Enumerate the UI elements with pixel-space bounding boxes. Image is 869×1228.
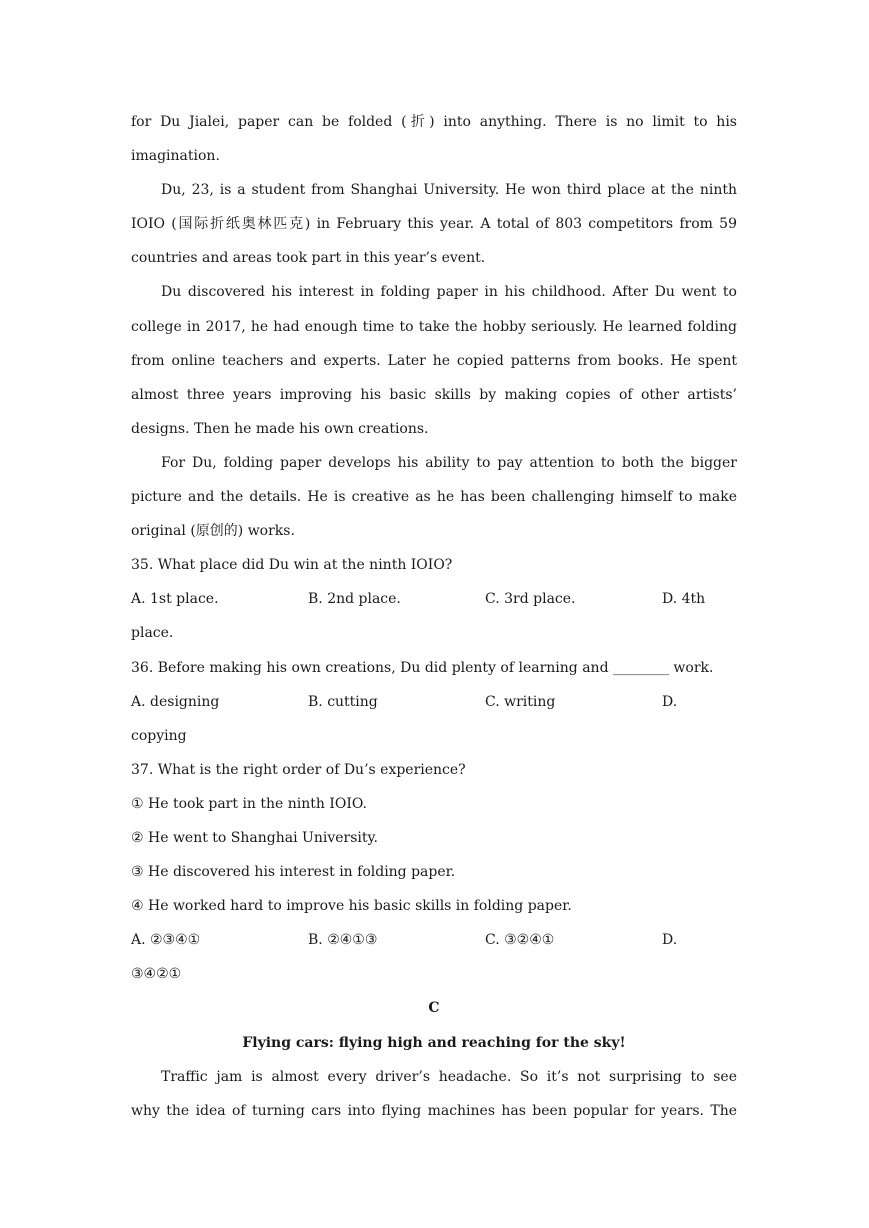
passage-line: almost three years improving his basic skills by making copies of other artists’ — [131, 386, 737, 403]
option-d-continuation: ③④②① — [131, 966, 182, 983]
option-d-continuation: place. — [131, 625, 174, 642]
passage-line: college in 2017, he had enough time to take the hobby seriously. He learned folding — [131, 318, 737, 335]
question-36-options — [131, 685, 737, 719]
passage-line: why the idea of turning cars into flying machines has been popular for years. The — [131, 1102, 737, 1119]
question-37-options — [131, 923, 737, 957]
option-d-continuation: copying — [131, 727, 187, 744]
option-d: D. — [662, 693, 678, 710]
passage-line: picture and the details. He is creative as he has been challenging himself to make — [131, 489, 737, 506]
passage-line: Du, 23, is a student from Shanghai University. He won third place at the ninth — [161, 182, 737, 199]
section-letter: C — [428, 1000, 440, 1017]
passage-line: IOIO (国际折纸奥林匹克) in February this year. A total of 803 competitors from 59 — [131, 216, 737, 233]
option-a: A. designing — [131, 693, 220, 710]
document-page — [131, 105, 737, 1128]
passage-line: For Du, folding paper develops his ability to pay attention to both the bigger — [161, 454, 737, 471]
passage-line: original (原创的) works. — [131, 523, 295, 540]
option-a: A. 1st place. — [131, 591, 219, 608]
passage-line: from online teachers and experts. Later he copied patterns from books. He spent — [131, 352, 737, 369]
question-37-stem: 37. What is the right order of Du’s experience? — [131, 761, 466, 778]
option-c: C. ③②④① — [485, 932, 555, 949]
event-item-3: ③ He discovered his interest in folding paper. — [131, 864, 456, 881]
option-d: D. 4th — [662, 591, 706, 608]
passage-line: imagination. — [131, 148, 220, 165]
question-36-stem: 36. Before making his own creations, Du did plenty of learning and ________ work. — [131, 659, 714, 676]
option-c: C. 3rd place. — [485, 591, 576, 608]
option-b: B. 2nd place. — [308, 591, 401, 608]
question-35-options — [131, 582, 737, 616]
passage-title: Flying cars: flying high and reaching for the sky! — [242, 1034, 626, 1051]
passage-line: Du discovered his interest in folding paper in his childhood. After Du went to — [161, 284, 737, 301]
passage-line: designs. Then he made his own creations. — [131, 420, 429, 437]
event-item-4: ④ He worked hard to improve his basic skills in folding paper. — [131, 898, 572, 915]
option-b: B. ②④①③ — [308, 932, 378, 949]
event-item-2: ② He went to Shanghai University. — [131, 829, 379, 846]
event-item-1: ① He took part in the ninth IOIO. — [131, 795, 368, 812]
passage-line: for Du Jialei, paper can be folded (折) into anything. There is no limit to his — [131, 114, 737, 130]
option-a: A. ②③④① — [131, 932, 201, 949]
passage-line: countries and areas took part in this year’s event. — [131, 250, 486, 267]
question-35-stem: 35. What place did Du win at the ninth IOIO? — [131, 557, 453, 574]
option-d: D. — [662, 932, 678, 949]
option-c: C. writing — [485, 693, 556, 710]
option-b: B. cutting — [308, 693, 378, 710]
passage-line: Traffic jam is almost every driver’s headache. So it’s not surprising to see — [161, 1068, 737, 1085]
